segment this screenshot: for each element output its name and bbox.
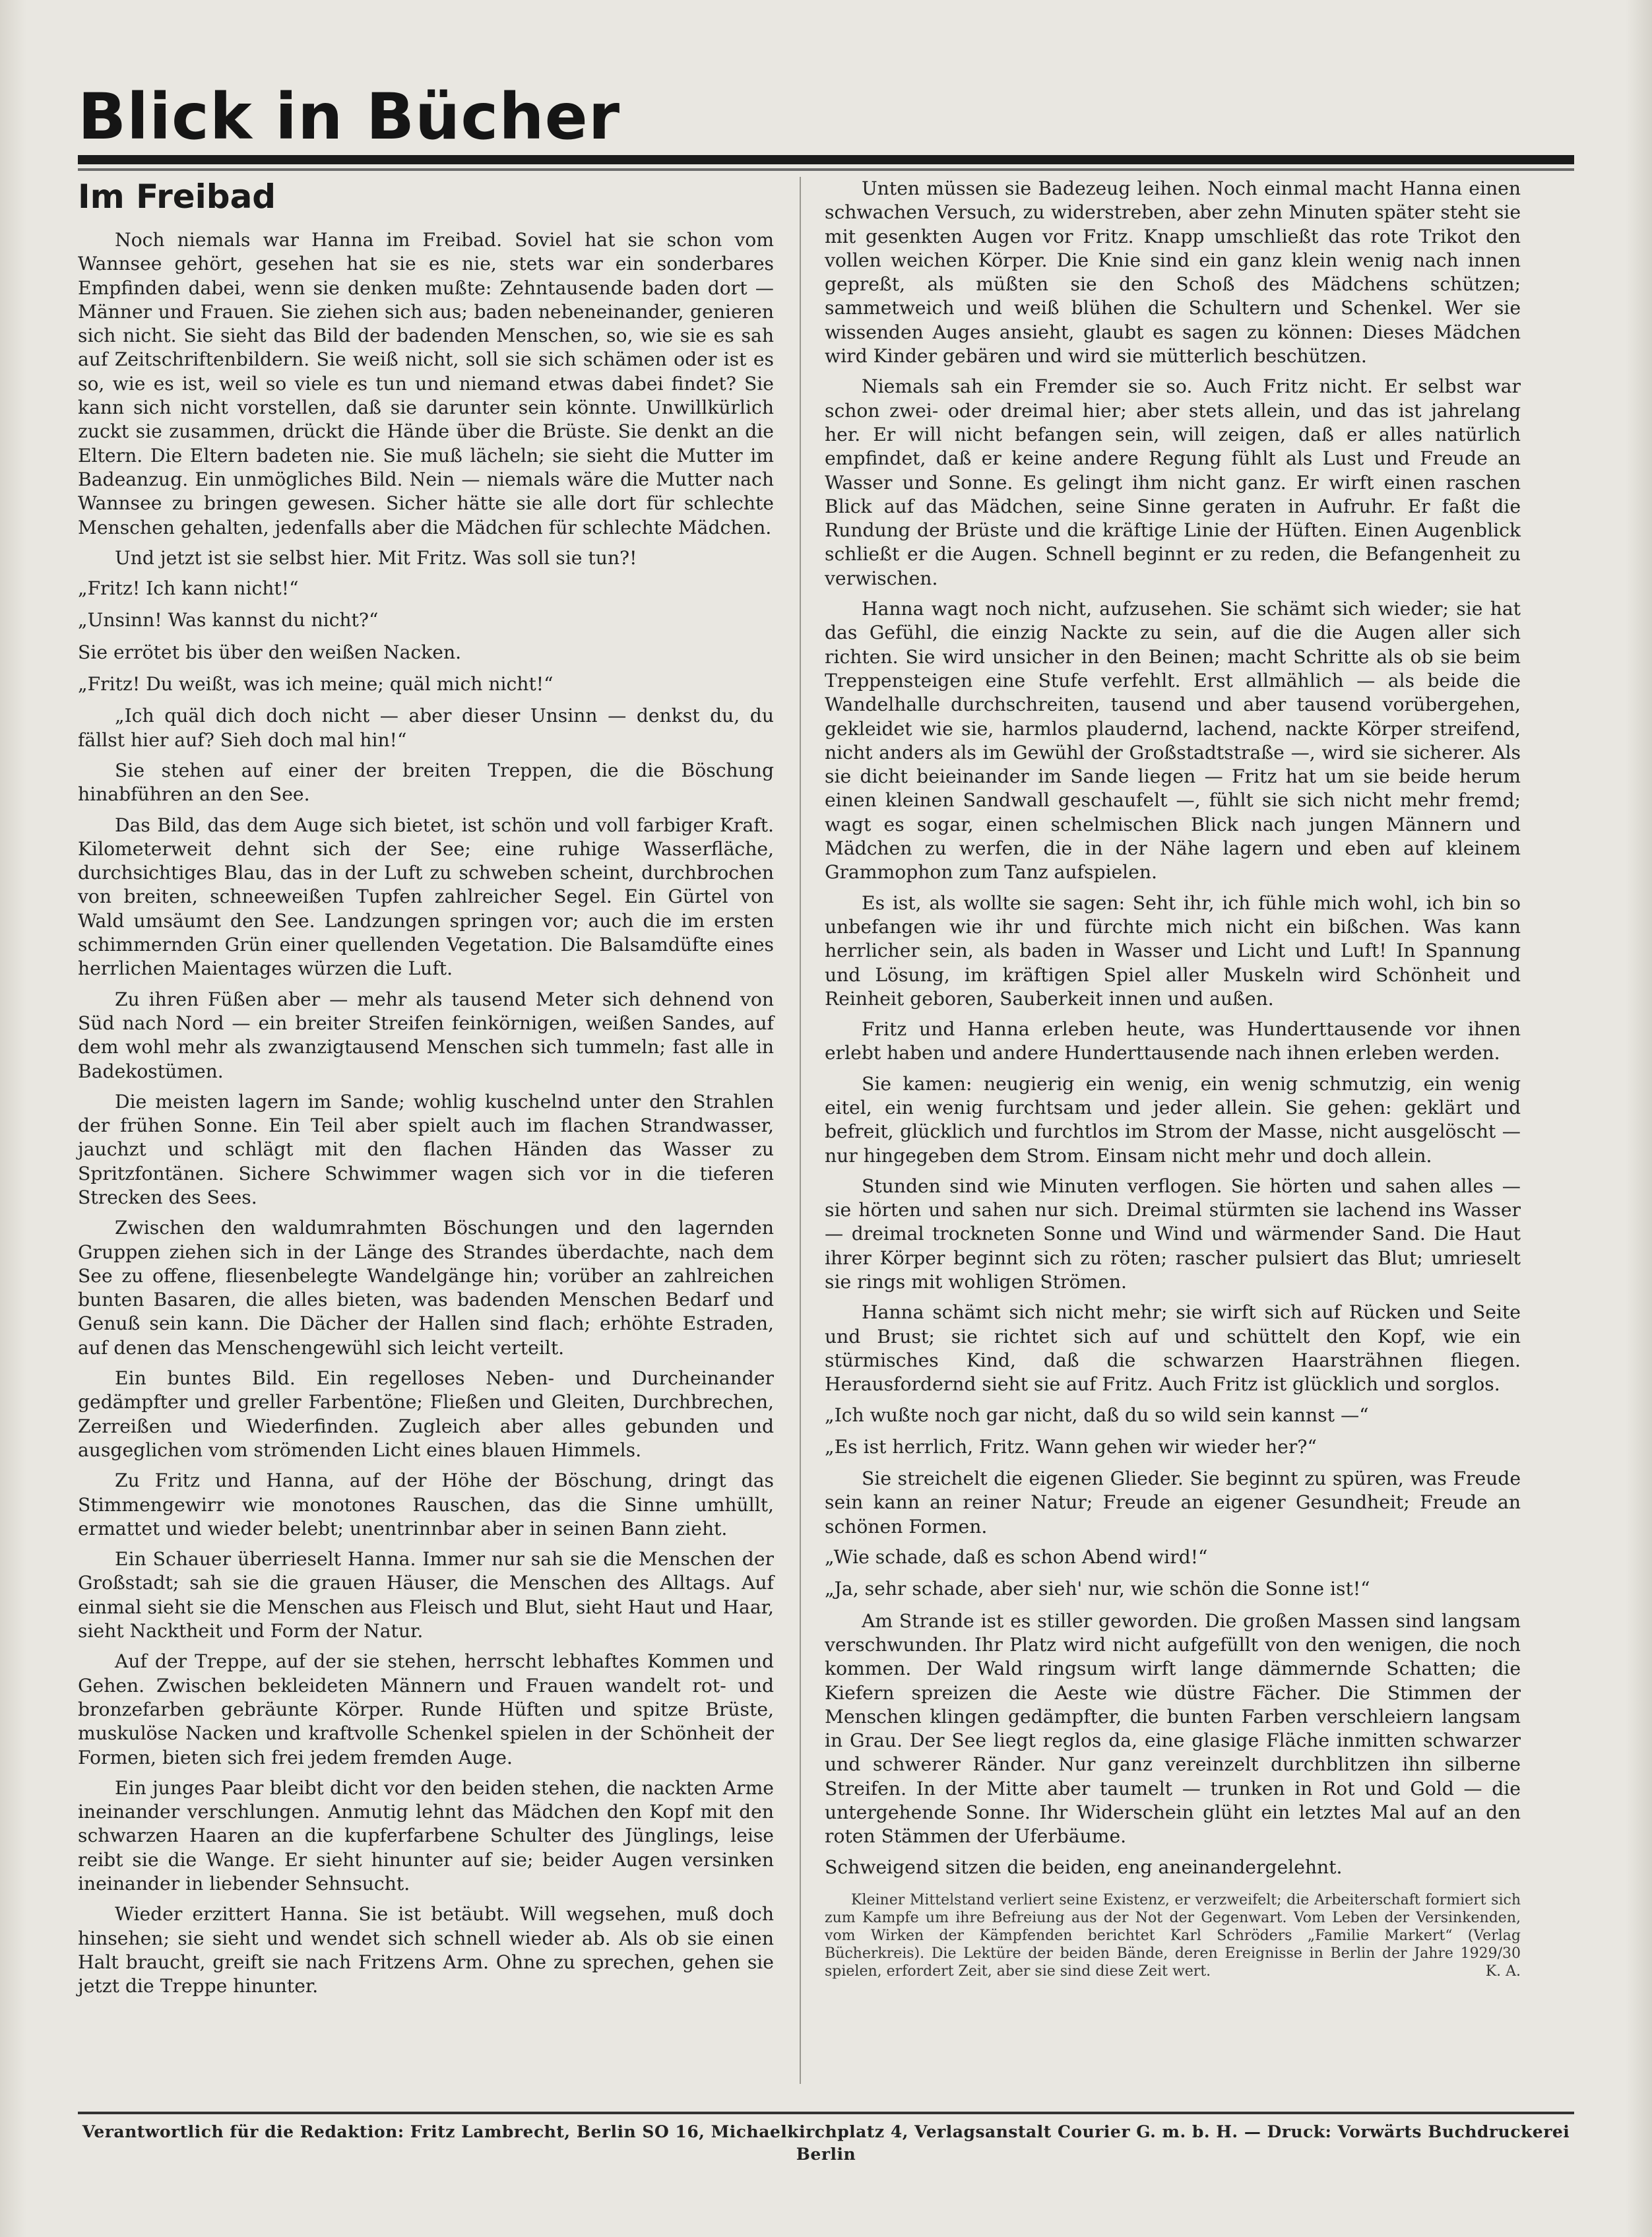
- title-rule-thin: [78, 168, 1574, 171]
- left-column: [78, 177, 774, 2005]
- paragraph: Zwischen den waldumrahmten Böschungen und den lagernden Gruppen ziehen sich in der Länge des Strandes überdachte, nach dem See zu offene, fliesenbelegte Wandelgänge hin; vorüber an zahlreichen bunten Basaren, die alles bieten, was badenden Menschen Bedarf und Genuß sein kann. Die Dächer der Hallen sind flach; erhöhte Estraden, auf denen das Menschengewühl sich leicht verteilt.: [78, 1217, 774, 1359]
- dialogue-line: „Fritz! Ich kann nicht!“: [78, 577, 299, 600]
- paragraph: Niemals sah ein Fremder sie so. Auch Fritz nicht. Er selbst war schon zwei- oder dreimal hier; aber stets allein, und das ist jahrelang her. Er will nicht befangen sein, will zeigen, daß er alles natürlich empfindet, daß er keine andere Regung fühlt als Lust und Freude an Wasser und Sonne. Es gelingt ihm nicht ganz. Er wirft einen raschen Blick auf das Mädchen, seine Sinne geraten in Aufruhr. Er faßt die Rundung der Brüste und die kräftige Linie der Hüften. Einen Augenblick schließt er die Augen. Schnell beginnt er zu reden, die Befangenheit zu verwischen.: [825, 375, 1521, 589]
- paragraph: Und jetzt ist sie selbst hier. Mit Fritz. Was soll sie tun?!: [115, 546, 637, 569]
- paragraph: Wieder erzittert Hanna. Sie ist betäubt. Will wegsehen, muß doch hinsehen; sie sieht und wendet sich schnell wieder ab. Als ob sie einen Halt braucht, greift sie nach Fritzens Arm. Ohne zu sprechen, gehen sie jetzt die Treppe hinunter.: [78, 1903, 774, 1997]
- page-header: [78, 61, 1574, 160]
- section-title: Im Freibad: [78, 178, 276, 216]
- dialogue-line: „Fritz! Du weißt, was ich meine; quäl mich nicht!“: [78, 673, 554, 696]
- paragraph: Noch niemals war Hanna im Freibad. Soviel hat sie schon vom Wannsee gehört, gesehen hat sie es nie, stets war ein sonderbares Empfinden dabei, wenn sie denken mußte: Zehntausende baden dort — Männer und Frauen. Sie ziehen sich aus; baden nebeneinander, genieren sich nicht. Sie sieht das Bild der badenden Menschen, so, wie sie es sah auf Zeitschriftenbildern. Sie weiß nicht, soll sie sich schämen oder ist es so, wie es ist, weil so viele es tun und niemand etwas dabei findet? Sie kann sich nicht vorstellen, daß sie darunter sein könnte. Unwillkürlich zuckt sie zusammen, drückt die Hände über die Brüste. Sie denkt an die Eltern. Die Eltern badeten nie. Sie muß lächeln; sie sieht die Mutter im Badeanzug. Ein unmögliches Bild. Nein — niemals wäre die Mutter nach Wannsee zu bringen gewesen. Sicher hätte sie alle dort für schlechte Menschen gehalten, jedenfalls aber die Mädchen für schlechte Mädchen.: [78, 229, 774, 538]
- title-rule: [78, 155, 1574, 164]
- paragraph: Am Strande ist es stiller geworden. Die großen Massen sind langsam verschwunden. Ihr Platz wird nicht aufgefüllt von den wenigen, die noch kommen. Der Wald ringsum wirft lange dämmernde Schatten; die Kiefern spreizen die Aeste wie düstre Fächer. Die Stimmen der Menschen klingen gedämpfter, die bunten Farben verschleiern langsam in Grau. Der See liegt reglos da, eine glasige Fläche inmitten schwarzer und schwerer Ränder. Nur ganz vereinzelt durchblitzen ihn silberne Streifen. In der Mitte aber taumelt — trunken in Rot und Gold — die untergehende Sonne. Ihr Widerschein glüht ein letztes Mal auf an den roten Stämmen der Uferbäume.: [825, 1609, 1521, 1848]
- paragraph: Hanna wagt noch nicht, aufzusehen. Sie schämt sich wieder; sie hat das Gefühl, die einzig Nackte zu sein, auf die die Augen aller sich richten. Sie wird unsicher in den Beinen; macht Schritte als ob sie beim Treppensteigen eine Stufe verfehlt. Erst allmählich — als beide die Wandelhalle durchschreiten, tausend und aber tausend vorübergehen, gekleidet wie sie, harmlos plaudernd, lachend, nackte Körper streifend, nicht anders als im Gewühl der Großstadtstraße —, wird sie sicherer. Als sie dicht beieinander im Sande liegen — Fritz hat um sie beide herum einen kleinen Sandwall geschaufelt —, fühlt sie sich nicht mehr fremd; wagt es sogar, einen schelmischen Blick nach jungen Männern und Mädchen zu werfen, die in der Nähe lagern und eben auf kleinem Grammophon zum Tanz aufspielen.: [825, 598, 1521, 884]
- paragraph: Zu ihren Füßen aber — mehr als tausend Meter sich dehnend von Süd nach Nord — ein breiter Streifen feinkörnigen, weißen Sandes, auf dem wohl mehr als zwanzigtausend Menschen sich tummeln; fast alle in Badekostümen.: [78, 988, 774, 1082]
- paragraph: Schweigend sitzen die beiden, eng aneinandergelehnt.: [825, 1856, 1343, 1878]
- paragraph: Es ist, als wollte sie sagen: Seht ihr, ich fühle mich wohl, ich bin so unbefangen wie ihr und fürchte mich nicht ein bißchen. Was kann herrlicher sein, als baden in Wasser und Licht und Luft! In Spannung und Lösung, im kräftigen Spiel aller Muskeln wird Schönheit und Reinheit geboren, Sauberkeit innen und außen.: [825, 892, 1521, 1010]
- dialogue-line: „Unsinn! Was kannst du nicht?“: [78, 609, 379, 632]
- paragraph: Zu Fritz und Hanna, auf der Höhe der Böschung, dringt das Stimmengewirr wie monotones Rauschen, das die Sinne umhüllt, ermattet und wieder belebt; unentrinnbar aber in seinen Bann zieht.: [78, 1470, 774, 1540]
- paragraph: Auf der Treppe, auf der sie stehen, herrscht lebhaftes Kommen und Gehen. Zwischen bekleideten Männern und Frauen wandelt rot- und bronzefarben gebräunte Körper. Runde Hüften und spitze Brüste, muskulöse Nacken und kraftvolle Schenkel spielen in der Schönheit der Formen, bieten sich frei jedem fremden Auge.: [78, 1650, 774, 1768]
- paragraph: Fritz und Hanna erleben heute, was Hunderttausende vor ihnen erlebt haben und andere Hunderttausende nach ihnen erleben werden.: [825, 1018, 1521, 1064]
- dialogue-line: „Wie schade, daß es schon Abend wird!“: [825, 1546, 1208, 1569]
- paragraph: Sie errötet bis über den weißen Nacken.: [78, 641, 462, 663]
- book-note: Kleiner Mittelstand verliert seine Existenz, er verzweifelt; die Arbeiterschaft formiert sich zum Kampfe um ihre Befreiung aus der Not der Gegenwart. Vom Leben der Versinkenden, vom Wirken der Kämpfenden berichtet Karl Schröders „Familie Markert“ (Verlag Bücherkreis). Die Lektüre der beiden Bände, deren Ereignisse in Berlin der Jahre 1929/30 spielen, erfordert Zeit, aber sie sind diese Zeit wert.: [825, 1891, 1521, 1980]
- right-column: [825, 177, 1521, 1980]
- paragraph: Unten müssen sie Badezeug leihen. Noch einmal macht Hanna einen schwachen Versuch, zu widerstreben, aber zehn Minuten später steht sie mit gesenkten Augen vor Fritz. Knapp umschließt das rote Trikot den vollen weichen Körper. Die Knie sind ein ganz klein wenig nach innen gepreßt, als müßten sie den Schoß des Mädchens schützen; sammetweich und weiß blühen die Schultern und Schenkel. Wer sie wissenden Auges ansieht, glaubt es sagen zu können: Dieses Mädchen wird Kinder gebären und wird sie mütterlich beschützen.: [825, 178, 1521, 368]
- note-signature: K. A.: [1485, 1962, 1521, 1980]
- paragraph: Ein buntes Bild. Ein regelloses Neben- und Durcheinander gedämpfter und greller Farbentöne; Fließen und Gleiten, Durchbrechen, Zerreißen und Wiederfinden. Zugleich aber alles gebunden und ausgeglichen vom strömenden Licht eines blauen Himmels.: [78, 1367, 774, 1461]
- paragraph: Ein Schauer überrieselt Hanna. Immer nur sah sie die Menschen der Großstadt; sah sie die grauen Häuser, die Menschen des Alltags. Auf einmal sieht sie die Menschen aus Fleisch und Blut, sieht Haut und Haar, sieht Nacktheit und Form der Natur.: [78, 1548, 774, 1642]
- page-title: Blick in Bücher: [78, 80, 621, 154]
- paragraph: Sie kamen: neugierig ein wenig, ein wenig schmutzig, ein wenig eitel, ein wenig furchtsam und jeder allein. Sie gehen: geklärt und befreit, glücklich und furchtlos im Strom der Masse, nicht ausgelöscht — nur hingegeben dem Strom. Einsam nicht mehr und doch allein.: [825, 1072, 1521, 1167]
- column-separator: [800, 177, 801, 2084]
- dialogue-line: „Es ist herrlich, Fritz. Wann gehen wir wieder her?“: [825, 1435, 1317, 1458]
- paragraph: Sie streichelt die eigenen Glieder. Sie beginnt zu spüren, was Freude sein kann an reiner Natur; Freude an eigener Gesundheit; Freude an schönen Formen.: [825, 1468, 1521, 1538]
- paragraph: Stunden sind wie Minuten verflogen. Sie hörten und sahen alles — sie hörten und sahen nur sich. Dreimal stürmten sie lachend ins Wasser — dreimal trockneten Sonne und Wind und wärmender Sand. Die Haut ihrer Körper beginnt sich zu röten; rascher pulsiert das Blut; umrieselt sie rings mit wohligen Strömen.: [825, 1175, 1521, 1293]
- paragraph: Die meisten lagern im Sande; wohlig kuschelnd unter den Strahlen der frühen Sonne. Ein Teil aber spielt auch im flachen Strandwasser, jauchzt und schlägt mit den flachen Händen das Wasser zu Spritzfontänen. Sichere Schwimmer wagen sich vor in die tieferen Strecken des Sees.: [78, 1090, 774, 1208]
- dialogue-line: „Ich wußte noch gar nicht, daß du so wild sein kannst —“: [825, 1404, 1369, 1426]
- footer-rule: [78, 2112, 1574, 2114]
- paragraph: Ein junges Paar bleibt dicht vor den beiden stehen, die nackten Arme ineinander verschlungen. Anmutig lehnt das Mädchen den Kopf mit den schwarzen Haaren an die kupferfarbene Schulter des Jünglings, leise reibt sie die Wange. Er sieht hinunter auf sie; beider Augen versinken ineinander in liebender Sehnsucht.: [78, 1776, 774, 1895]
- dialogue-line: „Ich quäl dich doch nicht — aber dieser Unsinn — denkst du, du fällst hier auf? Sieh doch mal hin!“: [78, 705, 774, 751]
- imprint-footer: Verantwortlich für die Redaktion: Fritz Lambrecht, Berlin SO 16, Michaelkirchplatz 4, Verlagsanstalt Courier G. m. b. H. — Druck: Vorwärts Buchdruckerei Berlin: [82, 2122, 1570, 2164]
- paragraph: Das Bild, das dem Auge sich bietet, ist schön und voll farbiger Kraft. Kilometerweit dehnt sich der See; eine ruhige Wasserfläche, durchsichtiges Blau, das in der Luft zu schweben scheint, durchbrochen von breiten, schneeweißen Tupfen zahlreicher Segel. Ein Gürtel von Wald umsäumt den See. Landzungen springen vor; auch die im ersten schimmernden Grün einer quellenden Vegetation. Die Balsamdüfte eines herrlichen Maientages würzen die Luft.: [78, 814, 774, 980]
- paragraph: Hanna schämt sich nicht mehr; sie wirft sich auf Rücken und Seite und Brust; sie richtet sich auf und schüttelt den Kopf, wie ein stürmisches Kind, daß die schwarzen Haarsträhnen fliegen. Herausfordernd sieht sie auf Fritz. Auch Fritz ist glücklich und sorglos.: [825, 1301, 1521, 1396]
- dialogue-line: „Ja, sehr schade, aber sieh' nur, wie schön die Sonne ist!“: [825, 1578, 1370, 1600]
- paragraph: Sie stehen auf einer der breiten Treppen, die die Böschung hinabführen an den See.: [78, 759, 774, 806]
